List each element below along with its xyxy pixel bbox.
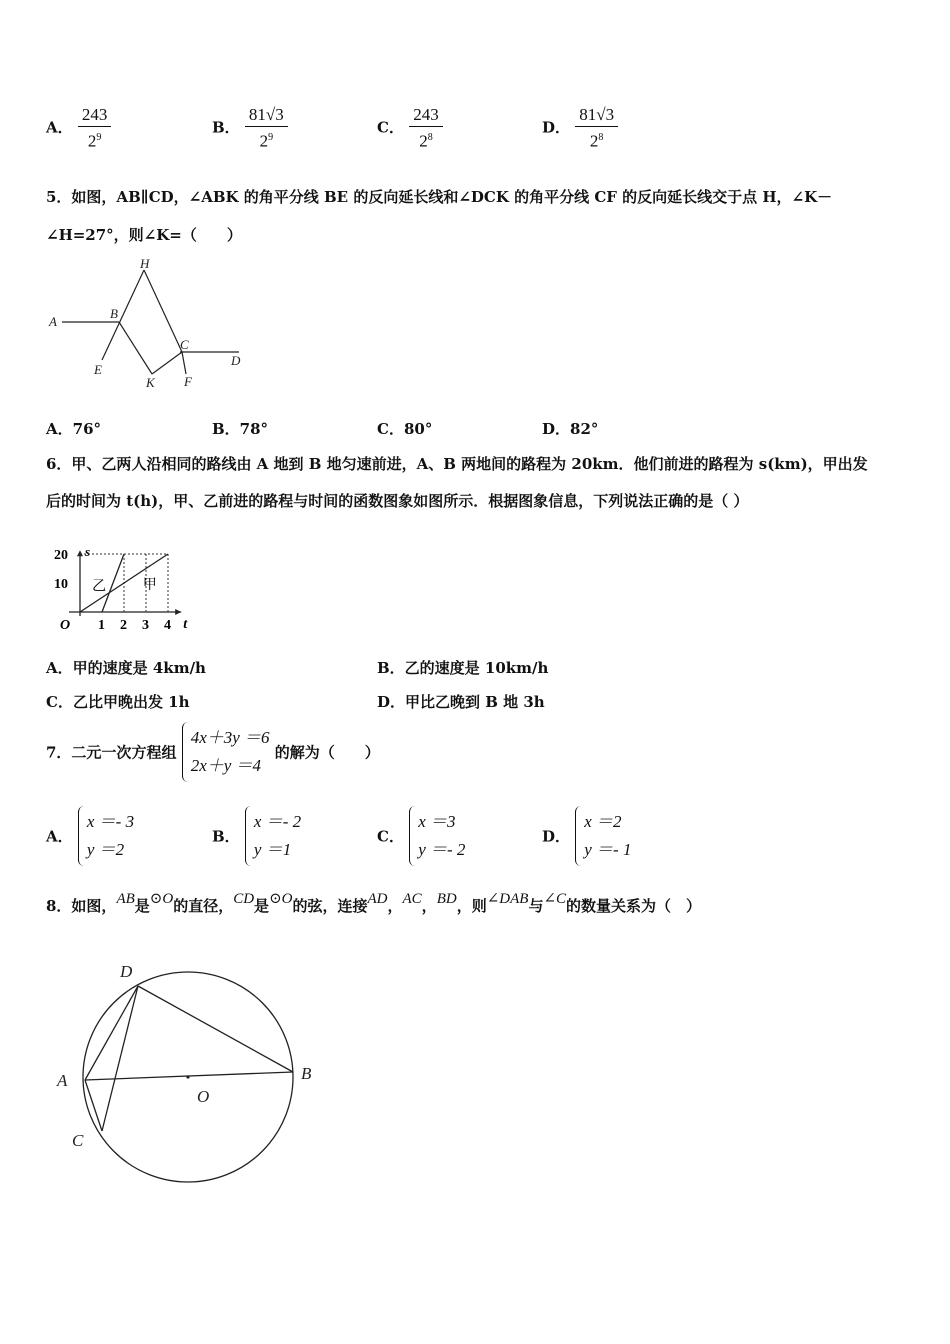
x-axis-label: t (183, 617, 188, 632)
q5-option-b[interactable]: B．78° (212, 420, 269, 438)
equation-system: 4x＋3y ＝6 2x＋y ＝4 (182, 722, 270, 782)
q5-option-a[interactable]: A．76° (46, 420, 102, 438)
label-h: H (140, 256, 150, 271)
x-tick-label: 1 (98, 618, 105, 633)
label-b: B (301, 1064, 312, 1083)
series-label-jia: 甲 (142, 577, 157, 593)
q6-stem-line1: 6．甲、乙两人沿相同的路线由 A 地到 B 地匀速前进，A、B 两地间的路程为 20km．他们前进的路程为 s(km)，甲出发 (46, 455, 868, 473)
x-tick-label: 3 (142, 618, 149, 633)
label-d: D (231, 353, 241, 368)
q4-option-a[interactable]: A． $\frac{243}{2^9}$ (46, 104, 111, 153)
q5-option-d[interactable]: D．82° (542, 420, 599, 438)
q7-option-c[interactable]: C． x ＝3 y ＝- 2 (377, 806, 465, 866)
chord-bd (138, 986, 293, 1072)
label-k: K (146, 375, 155, 390)
q7-option-a[interactable]: A． x ＝- 3 y ＝2 (46, 806, 134, 866)
q4-option-b[interactable]: B． $\frac{81√3}{2^9}$ (212, 104, 288, 153)
label-a: A (49, 314, 57, 329)
line-kc (152, 352, 182, 374)
q5-stem-line1: 5．如图，AB∥CD，∠ABK 的角平分线 BE 的反向延长线和∠DCK 的角平分线 CF 的反向延长线交于点 H，∠K－ (46, 188, 833, 206)
y-axis-arrow (77, 550, 83, 556)
q4-option-c[interactable]: C． $\frac{243}{2^8}$ (377, 104, 443, 153)
x-tick-label: 4 (164, 618, 171, 633)
fraction: $\frac{81√3}{2^8}$ (575, 104, 618, 153)
q6-option-b[interactable]: B．乙的速度是 10km/h (377, 659, 549, 677)
fraction: $\frac{243}{2^9}$ (78, 104, 112, 153)
series-label-yi: 乙 (92, 579, 107, 595)
q6-option-c[interactable]: C．乙比甲晚出发 1h (46, 693, 190, 711)
label-c: C (180, 337, 189, 352)
origin-label: O (60, 618, 71, 633)
q6-chart (44, 524, 214, 636)
q8-figure (50, 955, 330, 1195)
y-axis-label: s (85, 544, 91, 560)
label-f: F (184, 374, 192, 389)
label-a: A (57, 1071, 68, 1090)
q5-option-c[interactable]: C．80° (377, 420, 433, 438)
label-b: B (110, 306, 118, 321)
q7-option-b[interactable]: B． x ＝- 2 y ＝1 (212, 806, 301, 866)
q7-option-d[interactable]: D． x ＝2 y ＝- 1 (542, 806, 631, 866)
label-c: C (72, 1131, 84, 1150)
q6-stem-line2: 后的时间为 t(h)，甲、乙前进的路程与时间的函数图象如图所示．根据图象信息，下列说法正确的是（ ） (46, 492, 749, 510)
label-e: E (94, 362, 102, 377)
line-hc (144, 270, 182, 352)
q5-figure (44, 252, 254, 397)
y-tick-label: 20 (54, 548, 68, 563)
line-bk (119, 322, 152, 374)
line-hbe (102, 270, 144, 360)
y-tick-label: 10 (54, 577, 68, 592)
x-axis-arrow (175, 609, 181, 615)
x-tick-label: 2 (120, 618, 127, 633)
center-point (186, 1075, 189, 1078)
q6-option-a[interactable]: A．甲的速度是 4km/h (46, 659, 206, 677)
q6-option-d[interactable]: D．甲比乙晚到 B 地 3h (377, 693, 545, 711)
line-cf (182, 352, 186, 374)
q4-option-d[interactable]: D． $\frac{81√3}{2^8}$ (542, 104, 618, 153)
q7-stem: 7．二元一次方程组 4x＋3y ＝6 2x＋y ＝4 的解为（ ） (46, 722, 380, 782)
chord-cd (102, 986, 138, 1131)
q8-stem: 8．如图，AB是⊙O的直径，CD是⊙O的弦，连接AD，AC，BD，则∠DAB与∠C的数量关系为（ ） (46, 891, 702, 915)
label-o: O (197, 1087, 210, 1106)
q5-stem-line2: ∠H=27°，则∠K=（ ） (46, 226, 242, 244)
fraction: $\frac{243}{2^8}$ (409, 104, 443, 153)
label-d: D (120, 962, 133, 981)
fraction: $\frac{81√3}{2^9}$ (245, 104, 288, 153)
